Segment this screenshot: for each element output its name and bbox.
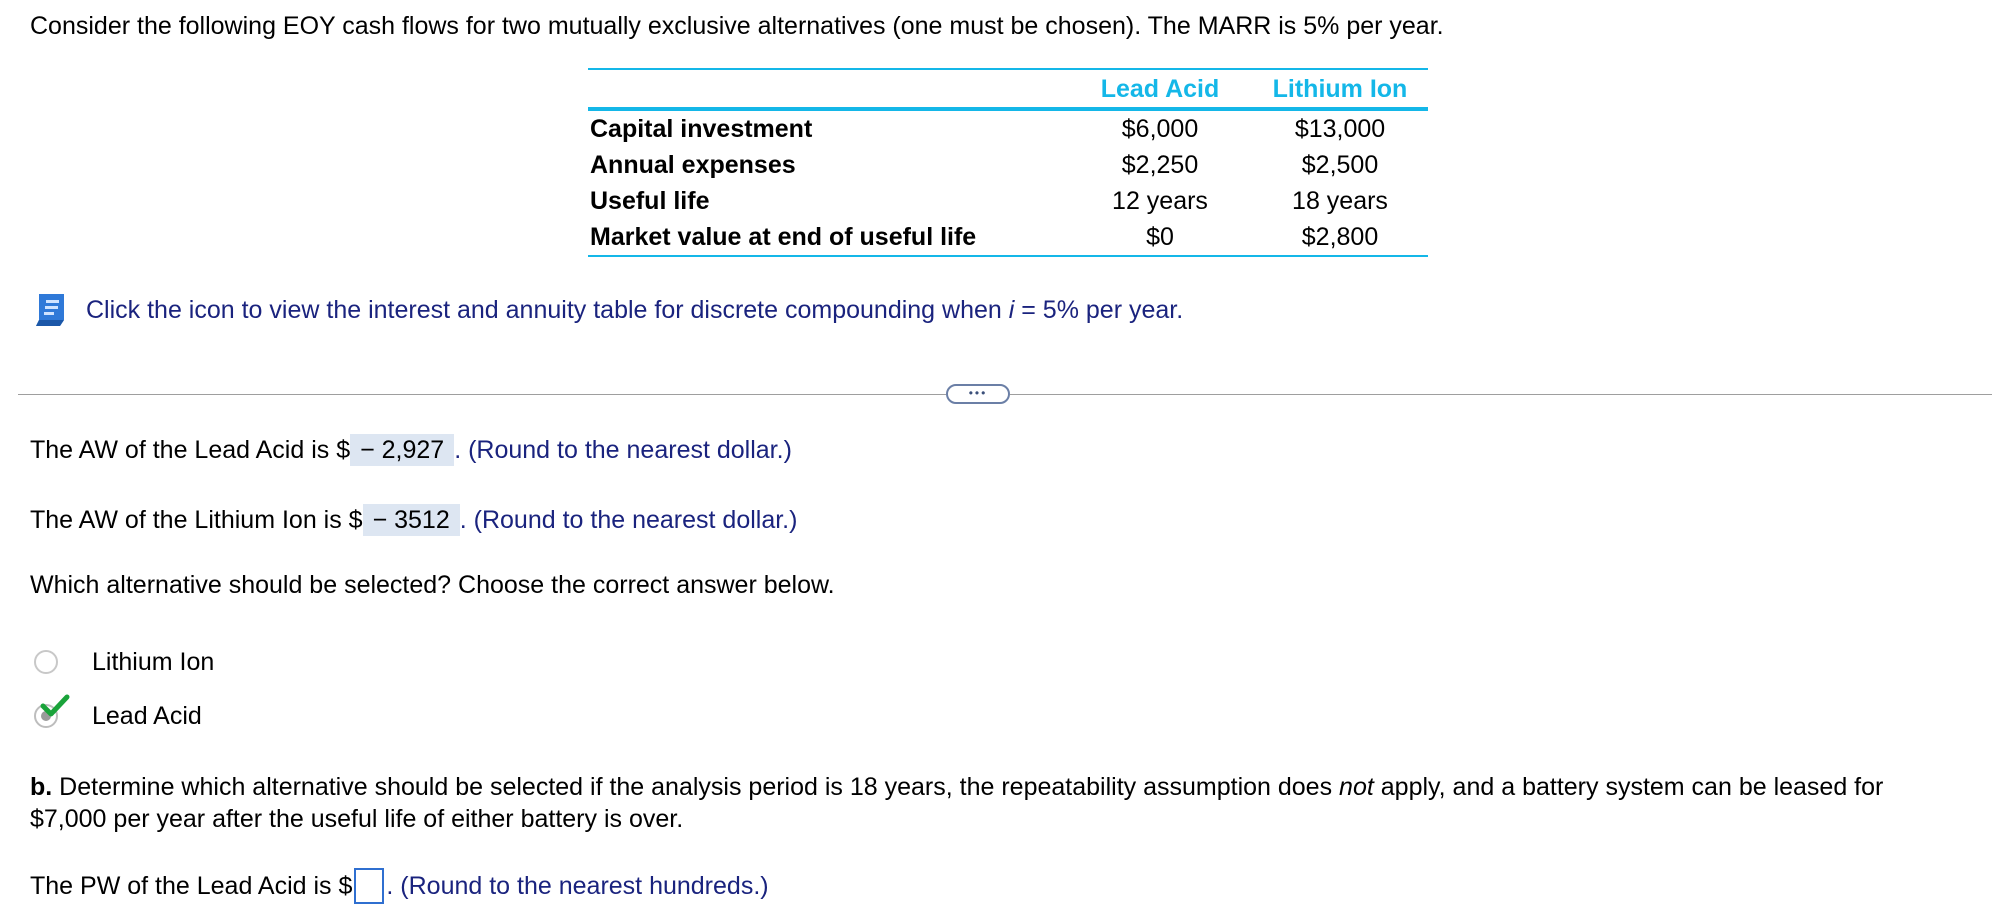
- cell-lead-acid-market-value: $0: [1146, 223, 1174, 251]
- row-label-capital-investment: Capital investment: [590, 115, 813, 143]
- hint-round-dollar: . (Round to the nearest dollar.): [454, 436, 792, 464]
- cell-lithium-expenses: $2,500: [1301, 151, 1379, 179]
- question-aw-lead-acid: The AW of the Lead Acid is $ − 2,927 . (Round to the nearest dollar.): [30, 436, 792, 464]
- section-divider-left: [18, 394, 946, 395]
- answer-aw-lead-acid[interactable]: − 2,927: [350, 434, 454, 466]
- pw-lead-acid-input[interactable]: [354, 868, 384, 904]
- hint-round-hundreds: . (Round to the nearest hundreds.): [386, 872, 769, 900]
- hint-round-dollar: . (Round to the nearest dollar.): [459, 506, 798, 534]
- cell-lead-acid-expenses: $2,250: [1121, 151, 1199, 179]
- col-header-lead-acid: Lead Acid: [1100, 75, 1220, 103]
- check-icon: [40, 693, 70, 726]
- row-label-market-value: Market value at end of useful life: [590, 223, 977, 251]
- option-label-lithium-ion[interactable]: Lithium Ion: [92, 648, 215, 676]
- table-top-rule: [588, 68, 1428, 70]
- cell-lithium-life: 18 years: [1292, 187, 1388, 215]
- col-header-lithium-ion: Lithium Ion: [1272, 75, 1408, 103]
- table-bottom-rule: [588, 255, 1428, 257]
- cell-lead-acid-capital: $6,000: [1121, 115, 1199, 143]
- table-header-rule: [588, 107, 1428, 111]
- question-select-alternative: Which alternative should be selected? Choose the correct answer below.: [30, 571, 835, 599]
- cell-lithium-capital: $13,000: [1294, 115, 1386, 143]
- radio-lithium-ion[interactable]: [34, 650, 58, 674]
- intro-text: Consider the following EOY cash flows for two mutually exclusive alternatives (one must be chosen). The MARR is 5% per year.: [30, 12, 1444, 40]
- question-pw-lead-acid: The PW of the Lead Acid is $ . (Round to the nearest hundreds.): [30, 868, 769, 904]
- interest-table-link[interactable]: [30, 290, 1183, 330]
- answer-aw-lithium-ion[interactable]: − 3512: [363, 504, 460, 536]
- option-label-lead-acid[interactable]: Lead Acid: [92, 702, 202, 730]
- question-aw-lithium-ion: The AW of the Lithium Ion is $ − 3512 . (Round to the nearest dollar.): [30, 506, 798, 534]
- part-b-prompt: b. Determine which alternative should be selected if the analysis period is 18 years, the repeatability assumption does not apply, and a battery system can be leased for $7,000 per year after the useful life of either battery is over.: [30, 773, 1884, 833]
- expand-button[interactable]: •••: [946, 384, 1010, 404]
- interest-table-link-text[interactable]: Click the icon to view the interest and annuity table for discrete compounding when i = 5% per year.: [86, 295, 1184, 324]
- book-icon[interactable]: [30, 290, 70, 330]
- row-label-useful-life: Useful life: [590, 187, 710, 215]
- cell-lithium-market-value: $2,800: [1301, 223, 1379, 251]
- cell-lead-acid-life: 12 years: [1112, 187, 1208, 215]
- row-label-annual-expenses: Annual expenses: [590, 151, 796, 179]
- section-divider-right: [1010, 394, 1992, 395]
